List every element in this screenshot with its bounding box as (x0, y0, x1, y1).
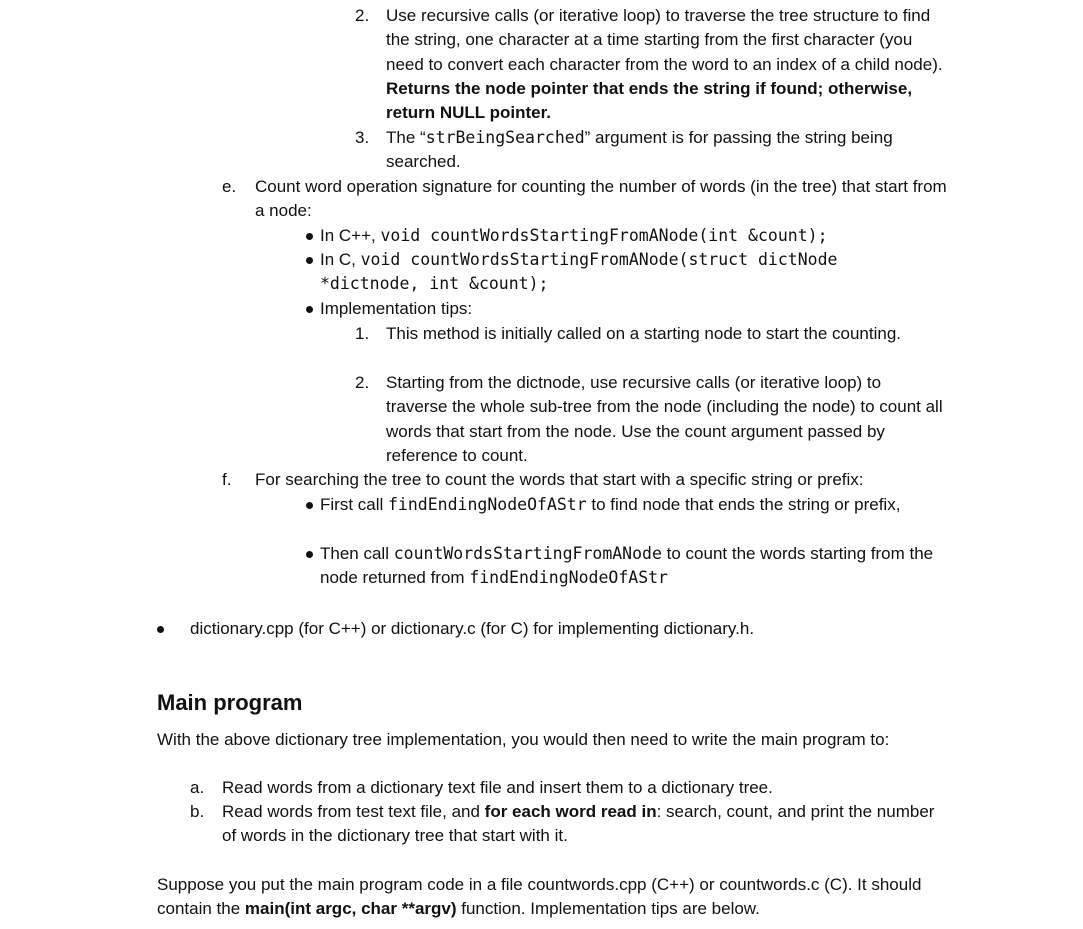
main-b-text: Read words from test text file, and for each word read in: search, count, and print the number of words in the dictionary tree that start with it. (222, 802, 935, 846)
dictionary-bullet-text: dictionary.cpp (for C++) or dictionary.c (for C) for implementing dictionary.h. (190, 619, 755, 638)
bullet-dot (306, 257, 313, 264)
main-a-text: Read words from a dictionary text file and insert them to a dictionary tree. (222, 778, 773, 797)
d-item-2-text: Use recursive calls (or iterative loop) to traverse the tree structure to find the string, one character at a time starting from the first character (you need to convert each character from the word to an index of a child node). Returns the node pointer that ends the string if found; otherwise, return NULL pointer. (386, 6, 943, 123)
section-f-bullet-2: Then call countWordsStartingFromANode to count the words starting from the node returned from findEndingNodeOfAStr (320, 544, 934, 588)
tip-marker-1: 1. (355, 324, 370, 343)
main-a-marker: a. (190, 778, 205, 797)
bullet-dot (157, 626, 164, 633)
section-e-marker: e. (222, 177, 237, 196)
bullet-dot (306, 233, 313, 240)
tip-marker-2: 2. (355, 373, 370, 392)
tip-1-text: This method is initially called on a starting node to start the counting. (386, 324, 902, 343)
tip-2-text: Starting from the dictnode, use recursive calls (or iterative loop) to traverse the whole sub-tree from the node (including the node) to count all words that start from the node. Use the count argument passed by reference to count. (386, 373, 943, 465)
main-program-closing: Suppose you put the main program code in a file countwords.cpp (C++) or countwords.c (C). It should contain the main(int argc, char **argv) function. Implementation tips are below. (157, 875, 922, 919)
section-f-marker: f. (222, 470, 232, 489)
main-program-intro: With the above dictionary tree implementation, you would then need to write the main program to: (157, 730, 890, 749)
list-marker-2: 2. (355, 6, 370, 25)
cpp-signature: In C++, void countWordsStartingFromANode(int &count); (320, 226, 828, 245)
section-f-bullet-1: First call findEndingNodeOfAStr to find node that ends the string or prefix, (320, 495, 901, 514)
bullet-dot (306, 306, 313, 313)
main-program-heading: Main program (157, 690, 303, 715)
d-item-3-text: The “strBeingSearched” argument is for passing the string being searched. (386, 128, 893, 172)
section-e-text: Count word operation signature for counting the number of words (in the tree) that start from a node: (255, 177, 947, 221)
c-signature: In C, void countWordsStartingFromANode(struct dictNode *dictnode, int &count); (320, 250, 838, 294)
bullet-dot (306, 551, 313, 558)
code-strBeingSearched: strBeingSearched (425, 128, 585, 147)
implementation-tips-label: Implementation tips: (320, 299, 473, 318)
section-f-text: For searching the tree to count the words that start with a specific string or prefix: (255, 470, 864, 489)
list-marker-3: 3. (355, 128, 370, 147)
main-b-marker: b. (190, 802, 205, 821)
bullet-dot (306, 502, 313, 509)
